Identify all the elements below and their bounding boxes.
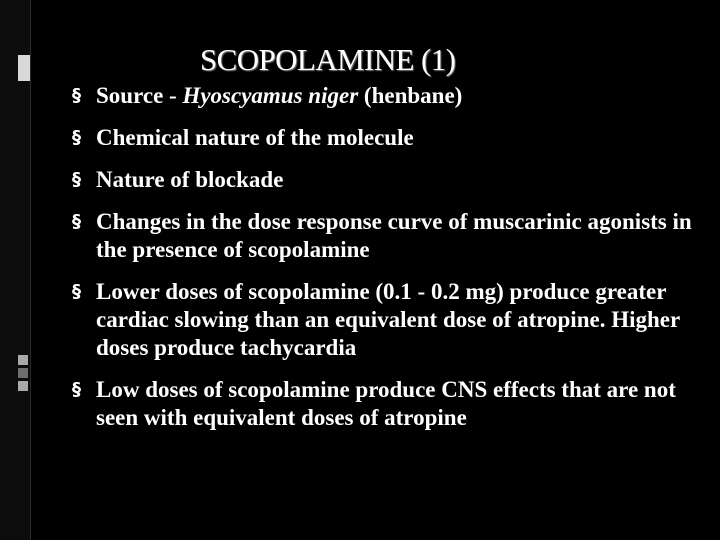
slide-title: SCOPOLAMINE (1) — [200, 42, 456, 77]
bullet-marker-icon: § — [72, 281, 81, 302]
bullet-marker-icon: § — [72, 127, 81, 148]
left-edge-divider — [30, 0, 31, 540]
bullet-text: Chemical nature of the molecule — [96, 125, 414, 150]
bullet-marker-icon: § — [72, 379, 81, 400]
bullet-text: Lower doses of scopolamine (0.1 - 0.2 mg) produce greater cardiac slowing than an equivalent dose of atropine. Higher doses produce tachycardia — [96, 279, 680, 360]
left-decorative-band — [0, 0, 30, 540]
side-square — [18, 381, 28, 391]
side-square — [18, 368, 28, 378]
bullet-item-source — [72, 82, 706, 110]
source-species: Hyoscyamus niger — [182, 83, 359, 108]
bullet-text: Changes in the dose response curve of muscarinic agonists in the presence of scopolamine — [96, 209, 692, 262]
bullet-item-chemical-nature — [72, 124, 706, 152]
accent-square — [18, 55, 30, 81]
side-square-stack — [18, 355, 28, 394]
source-common-name: (henbane) — [358, 83, 463, 108]
bullet-item-nature-of-blockade — [72, 166, 706, 194]
bullet-text: Low doses of scopolamine produce CNS effects that are not seen with equivalent doses of atropine — [96, 377, 676, 430]
source-label: Source - — [96, 83, 183, 108]
bullet-item-cns-effects — [72, 376, 706, 432]
bullet-marker-icon: § — [72, 211, 81, 232]
bullet-marker-icon: § — [72, 169, 81, 190]
bullet-marker-icon: § — [72, 85, 81, 106]
side-square — [18, 355, 28, 365]
bullet-text: Nature of blockade — [96, 167, 284, 192]
bullet-item-lower-doses — [72, 278, 706, 362]
bullet-item-dose-response — [72, 208, 706, 264]
bullet-list — [72, 82, 706, 446]
